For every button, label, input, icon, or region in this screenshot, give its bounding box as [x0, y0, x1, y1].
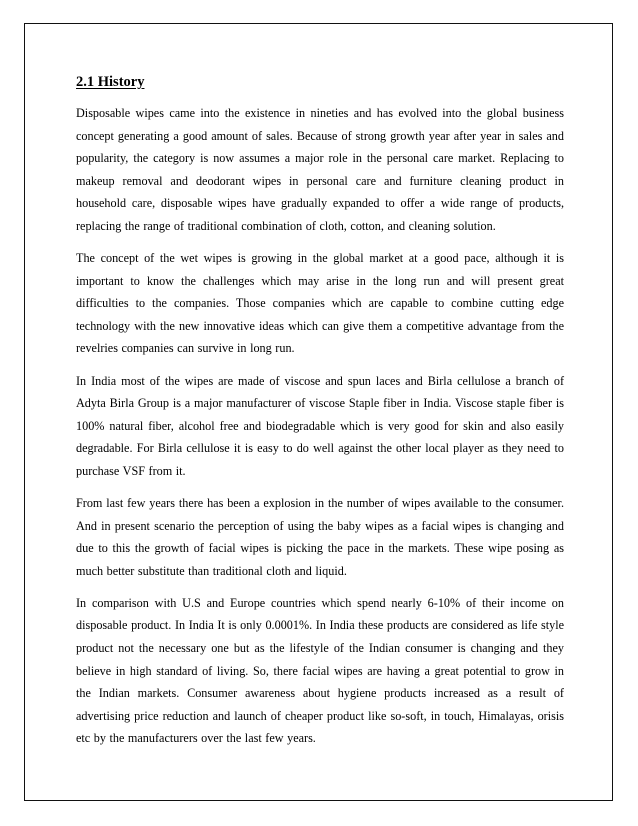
paragraph-2: The concept of the wet wipes is growing in the global market at a good pace, although it is important to know the challenges which may arise in the long run and will present great difficulties to the companies. Those companies which are capable to combine cutting edge technology with the new innovative ideas which can give them a competitive advantage from the revelries companies can survive in long run.	[76, 251, 564, 356]
paragraph-4: From last few years there has been a explosion in the number of wipes available to the consumer. And in present scenario the perception of using the baby wipes as a facial wipes is changing and due to this the growth of facial wipes is picking the pace in the markets. These wipe posing as much better substitute than traditional cloth and liquid.	[76, 496, 564, 578]
paragraph-1: Disposable wipes came into the existence in nineties and has evolved into the global business concept generating a good amount of sales. Because of strong growth year after year in sales and popularity, the category is now assumes a major role in the personal care market. Replacing to makeup removal and deodorant wipes in personal care and furniture cleaning product in household care, disposable wipes have gradually expanded to offer a wide range of products, replacing the range of traditional combination of cloth, cotton, and cleaning solution.	[76, 106, 564, 233]
paragraph-3: In India most of the wipes are made of viscose and spun laces and Birla cellulose a branch of Adyta Birla Group is a major manufacturer of viscose Staple fiber in India. Viscose staple fiber is 100% natural fiber, alcohol free and biodegradable which is very good for skin and also easily degradable. For Birla cellulose it is easy to do well against the other local player as they need to purchase VSF from it.	[76, 373, 564, 478]
document-body	[76, 73, 564, 760]
paragraph-5: In comparison with U.S and Europe countries which spend nearly 6-10% of their income on disposable product. In India It is only 0.0001%. In India these products are considered as life style product not the necessary one but as the lifestyle of the Indian consumer is changing and they believe in high standard of living. So, there facial wipes are having a great potential to grow in the Indian markets. Consumer awareness about hygiene products increased as a result of advertising price reduction and launch of cheaper product like so-soft, in touch, Himalayas, orisis etc by the manufacturers over the last few years.	[76, 595, 564, 746]
section-heading: 2.1 History	[76, 74, 145, 90]
